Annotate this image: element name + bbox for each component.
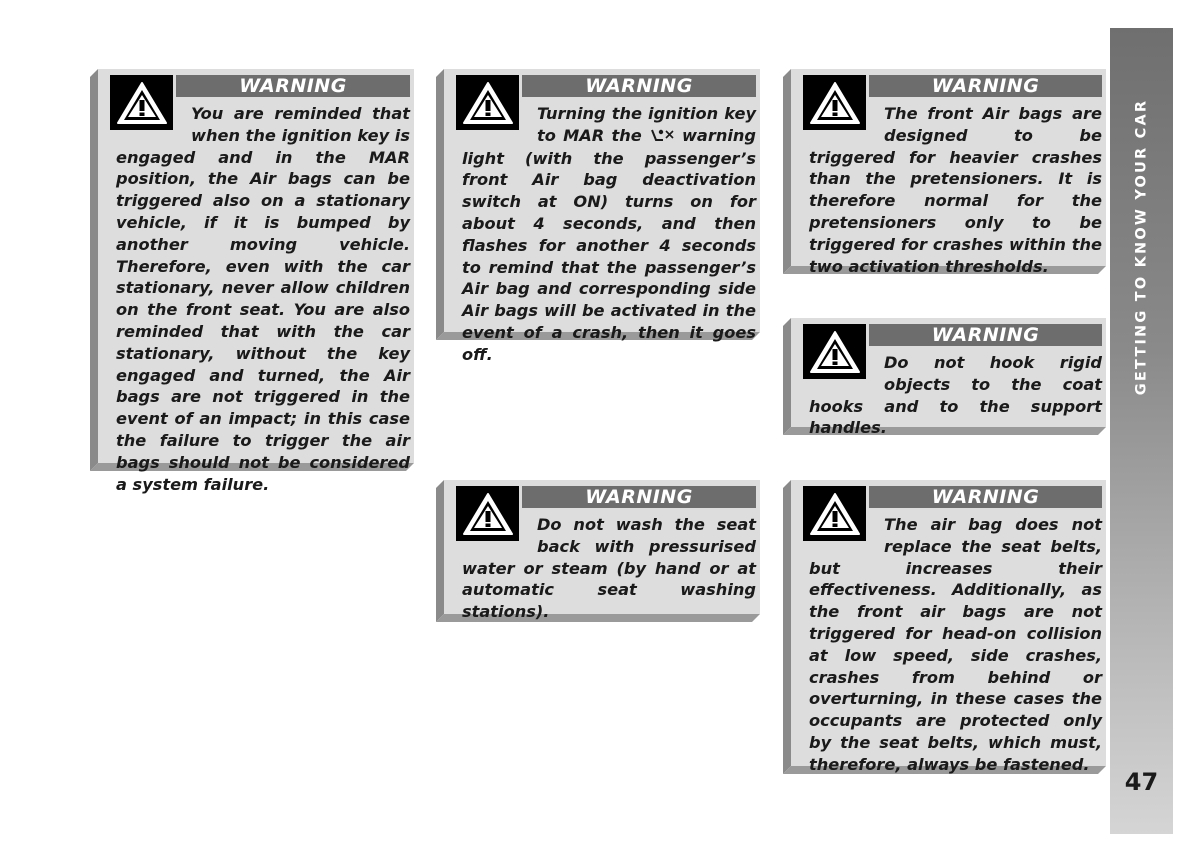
warning-text: Turning the ignition key to MAR the warning light (with the passenger’s front Air bag deactivation switch at ON) turns on for about 4 seconds, and then flashes for another 4 seconds to remind that the passenger’s Air bag and corresponding side Air bags will be activated in the event of a crash, then it goes off. xyxy=(462,104,756,364)
warning-text: Do not wash the seat back with pressurised water or steam (by hand or at automatic seat washing stations). xyxy=(462,515,756,622)
box-shadow-left xyxy=(436,480,444,622)
warning-heading: WARNING xyxy=(869,75,1102,97)
box-shadow-left xyxy=(783,480,791,774)
warning-panel xyxy=(791,480,1106,774)
box-shadow-left xyxy=(783,69,791,274)
warning-heading: WARNING xyxy=(176,75,410,97)
warning-text: You are reminded that when the ignition key is engaged and in the MAR position, the Air bags can be triggered also on a stationary vehicle, if it is bumped by another moving vehicle. Therefore, even with the car stationary, never allow children on the front seat. You are also reminded that with the car stationary, without the key engaged and turned, the Air bags are not triggered in the event of an impact; in this case the failure to trigger the air bags should not be considered a system failure. xyxy=(116,104,410,494)
box-shadow-left xyxy=(783,318,791,435)
warning-panel xyxy=(444,480,760,622)
box-shadow-left xyxy=(436,69,444,340)
warning-text: The air bag does not replace the seat belts, but increases their effectiveness. Additionally, as the front air bags are not triggered for head-on collision at low speed, side crashes, crashes from behind or overturning, in these cases the occupants are protected only by the seat belts, which must, therefore, always be fastened. xyxy=(809,515,1102,774)
page-number: 47 xyxy=(1124,768,1159,796)
warning-heading: WARNING xyxy=(522,75,756,97)
warning-box-airbag-warning-light xyxy=(436,69,760,364)
warning-panel xyxy=(791,318,1106,438)
warning-panel xyxy=(98,69,414,494)
warning-panel xyxy=(444,69,760,364)
box-shadow-left xyxy=(90,69,98,471)
warning-box-seat-belts xyxy=(783,480,1106,774)
warning-heading: WARNING xyxy=(869,486,1102,508)
warning-text: The front Air bags are designed to be triggered for heavier crashes than the pretensioners. It is therefore normal for the pretensioners only to be triggered for crashes within the two activation thresholds. xyxy=(809,104,1102,276)
warning-heading: WARNING xyxy=(522,486,756,508)
chapter-title-text: GETTING TO KNOW YOUR CAR xyxy=(1133,98,1150,395)
warning-panel xyxy=(791,69,1106,276)
warning-text: Do not hook rigid objects to the coat hooks and to the support handles. xyxy=(809,353,1102,438)
passenger-airbag-warning-light-icon xyxy=(649,127,682,145)
warning-box-pretensioners xyxy=(783,69,1106,274)
warning-box-coat-hooks xyxy=(783,318,1106,438)
warning-box-ignition-mar xyxy=(90,69,414,494)
chapter-title xyxy=(1110,94,1173,399)
warning-box-seat-washing xyxy=(436,480,760,622)
chapter-side-tab xyxy=(1110,28,1173,834)
warning-heading: WARNING xyxy=(869,324,1102,346)
